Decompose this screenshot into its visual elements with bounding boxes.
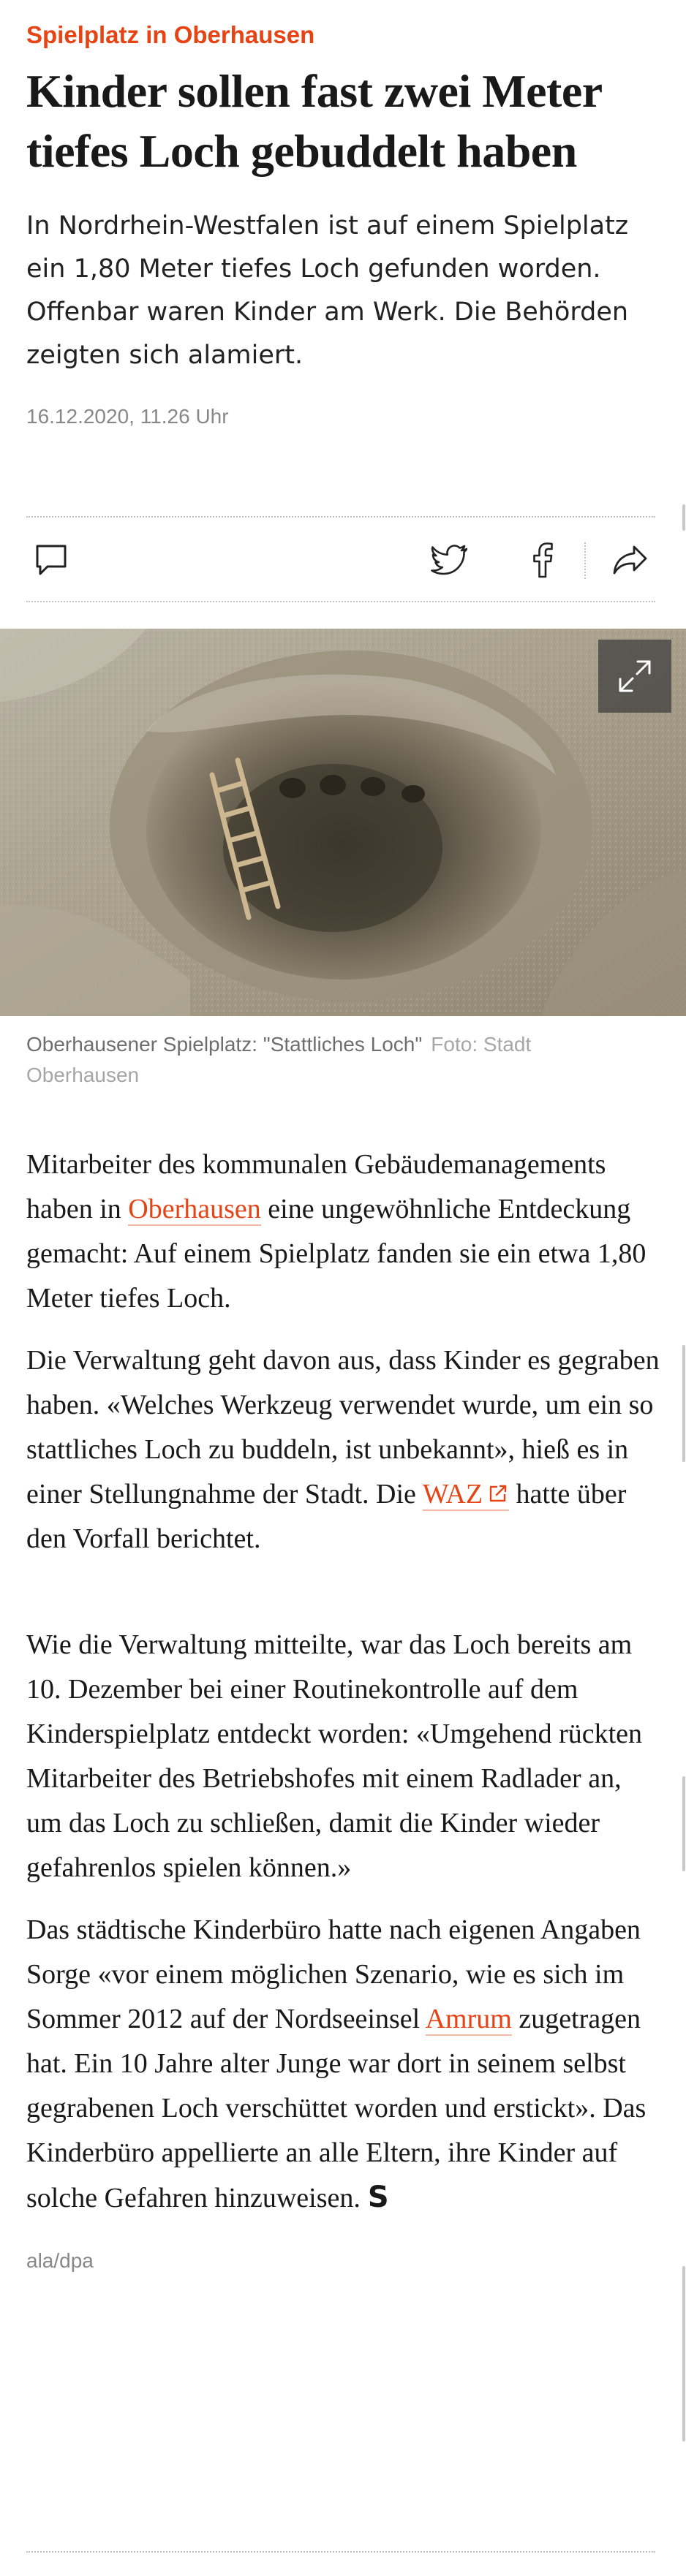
facebook-share-button[interactable] bbox=[524, 541, 562, 579]
share-arrow-icon bbox=[612, 544, 649, 576]
article-author: ala/dpa bbox=[26, 2249, 94, 2272]
article-headline: Kinder sollen fast zwei Meter tiefes Loch gebuddelt haben bbox=[26, 65, 602, 177]
toolbar-divider bbox=[584, 542, 586, 579]
paragraph-text: zugetragen hat. Ein 10 Jahre alter Junge war dort in seinem selbst gegrabenen Loch verschüttet worden und erstickt». Das Kinderbüro appellierte an alle Eltern, ihre Kinder auf solche Gefahren hinzuweisen. bbox=[26, 2004, 647, 2213]
image-caption bbox=[26, 1029, 611, 1091]
article-header bbox=[26, 19, 655, 428]
scrollbar-segment bbox=[682, 1345, 685, 1462]
paragraph bbox=[26, 1908, 663, 2221]
sand-pit-photo bbox=[0, 629, 686, 1016]
link-waz-label: WAZ bbox=[422, 1479, 483, 1509]
comments-button[interactable] bbox=[32, 541, 70, 579]
scrollbar-thumb[interactable] bbox=[682, 504, 685, 531]
page-scrollbar[interactable] bbox=[682, 0, 686, 2576]
link-amrum[interactable]: Amrum bbox=[425, 2004, 512, 2034]
paragraph-text: Mitarbeiter des kommunalen Gebäudemanagements haben in bbox=[26, 1149, 606, 1224]
article-timestamp: 16.12.2020, 11.26 Uhr bbox=[26, 405, 229, 428]
article-lead: In Nordrhein-Westfalen ist auf einem Spielplatz ein 1,80 Meter tiefes Loch gefunden worden. Offenbar waren Kinder am Werk. Die Behörden zeigten sich alamiert. bbox=[26, 211, 629, 370]
caption-text: Oberhausener Spielplatz: "Stattliches Loch" bbox=[26, 1033, 423, 1056]
scrollbar-segment bbox=[682, 1776, 685, 1871]
paragraph-text: Das städtische Kinderbüro hatte nach eigenen Angaben Sorge «vor einem möglichen Szenario, wie es sich im Sommer 2012 auf der Nordseeinsel bbox=[26, 1914, 641, 2034]
article-kicker: Spielplatz in Oberhausen bbox=[26, 21, 315, 48]
paragraph bbox=[26, 1143, 663, 1321]
twitter-share-button[interactable] bbox=[430, 541, 468, 579]
link-waz[interactable] bbox=[423, 1479, 509, 1511]
paragraph bbox=[26, 1338, 663, 1561]
spiegel-end-mark: S bbox=[367, 2181, 389, 2214]
paragraph-text: eine ungewöhnliche Entdeckung gemacht: Auf einem Spielplatz fanden sie ein etwa 1,80 Meter tiefes Loch. bbox=[26, 1194, 647, 1314]
caption-credit: Stadt Oberhausen bbox=[26, 1033, 532, 1086]
expand-image-button[interactable] bbox=[598, 640, 671, 713]
paragraph-text: Die Verwaltung geht davon aus, dass Kinder es gegraben haben. «Welches Werkzeug verwendet wurde, um ein so stattliches Loch zu buddeln, ist unbekannt», hieß es in einer Stellungnahme der Stadt. Die bbox=[26, 1345, 660, 1509]
article-image[interactable] bbox=[0, 629, 686, 1016]
speech-bubble-icon bbox=[34, 543, 68, 577]
scrollbar-segment bbox=[682, 2266, 685, 2441]
article-toolbar bbox=[26, 516, 655, 602]
share-button[interactable] bbox=[611, 541, 649, 579]
expand-arrows-icon bbox=[617, 658, 653, 694]
twitter-bird-icon bbox=[431, 544, 467, 576]
external-link-icon bbox=[487, 1482, 509, 1504]
article-body bbox=[26, 1143, 663, 2283]
facebook-f-icon bbox=[531, 542, 554, 578]
bottom-divider bbox=[26, 2551, 655, 2553]
link-oberhausen[interactable]: Oberhausen bbox=[128, 1194, 261, 1224]
paragraph-text: hatte über den Vorfall berichtet. bbox=[26, 1479, 627, 1554]
caption-credit-label: Foto: bbox=[431, 1033, 478, 1056]
paragraph: Wie die Verwaltung mitteilte, war das Loch bereits am 10. Dezember bei einer Routinekontrolle auf dem Kinderspielplatz entdeckt worden: «Umgehend rückten Mitarbeiter des Betriebshofes mit einem Radlader an, um das Loch zu schließen, damit die Kinder wieder gefahrenlos spielen können.» bbox=[26, 1629, 643, 1883]
